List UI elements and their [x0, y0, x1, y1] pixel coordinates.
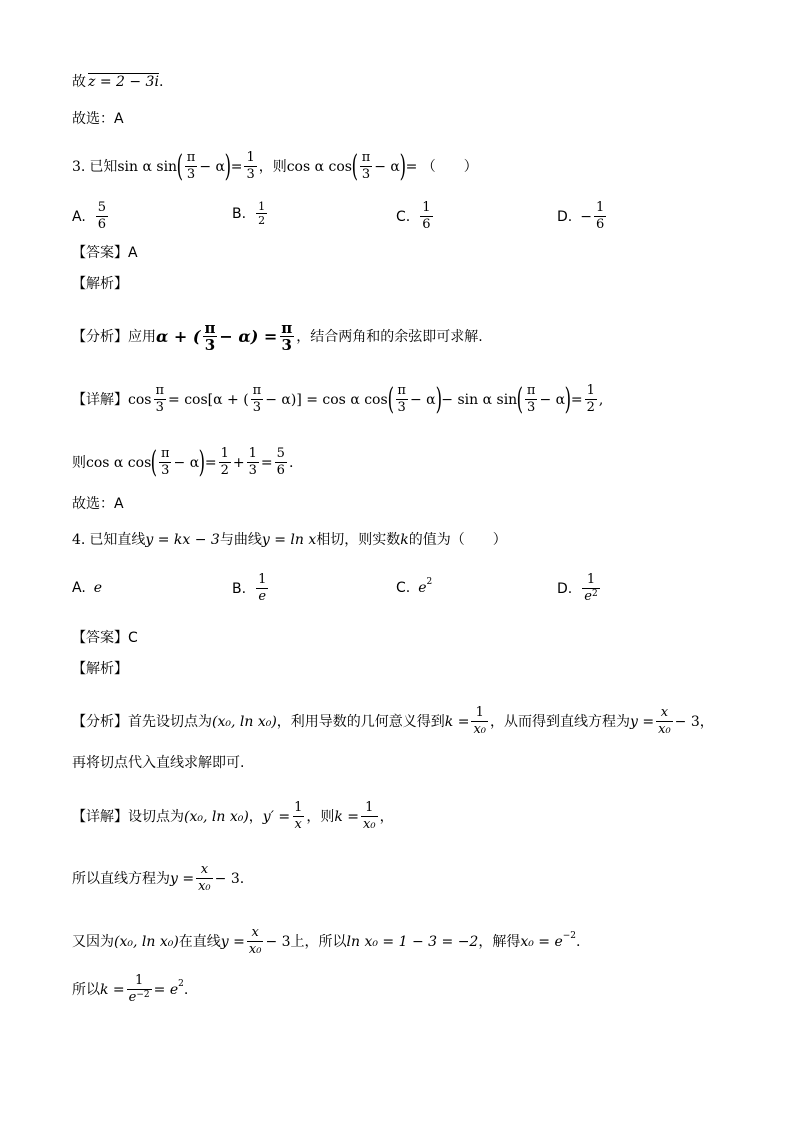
fraction: $\frac{x}{\text{x₀}}$	[198, 862, 211, 894]
q3-option-d[interactable]	[557, 200, 608, 233]
math: − α)] = cos α cos	[265, 391, 388, 408]
fraction: $\frac{1}{2}$	[586, 383, 595, 415]
text: ，则	[306, 808, 335, 825]
answer-tag: 【答案】	[72, 245, 128, 261]
q4-answer	[72, 628, 138, 648]
math: − 3	[265, 933, 291, 950]
xiangjie-tag: 【详解】	[72, 808, 128, 825]
math: k =	[334, 808, 360, 825]
math: − α	[173, 454, 200, 471]
q3-option-c[interactable]	[396, 200, 435, 233]
math: ln x₀ = 1 − 3 = −2	[346, 933, 479, 950]
minus-sign: −	[580, 208, 592, 225]
math: α + (	[156, 326, 201, 346]
period: .	[158, 74, 164, 90]
math: x₀ = e	[520, 933, 563, 950]
text: 的值为（ ）	[408, 532, 507, 548]
q4-option-a[interactable]	[72, 580, 102, 596]
math: y = kx − 3	[145, 532, 220, 548]
question-4-stem	[72, 530, 507, 550]
q4-analysis-tag: 【解析】	[72, 661, 128, 677]
text: ，解得	[478, 933, 521, 950]
option-label: C.	[396, 580, 411, 596]
question-number: 4.	[72, 532, 86, 548]
q4-option-b[interactable]	[232, 572, 270, 605]
q3-option-b[interactable]	[232, 200, 269, 227]
math: − α) =	[219, 326, 278, 346]
text: = （ ）	[405, 158, 478, 175]
fraction: $\frac{1}{e^2}$	[584, 572, 598, 604]
text: 与曲线	[219, 532, 262, 548]
math: .	[183, 982, 189, 998]
math: (x₀, ln x₀)	[114, 933, 179, 950]
q3-analysis-tag: 【解析】	[72, 276, 128, 292]
fraction: $\frac{\pi}{3}$	[204, 319, 216, 354]
q3-xiangjie: 【详解】 cos $\frac{\pi}{3}$ = cos[α + ( $\frac{\pi}{3}$ − α)] = cos α cos ( $\frac{\pi}{3}$ − α ) − sin α sin ( $\frac{\pi}{3}$ − α ) = $\frac{1}{2}$ ,	[72, 381, 604, 417]
option-label: B.	[232, 580, 247, 597]
q3-select-line: 故选：A	[72, 496, 124, 512]
option-label: A.	[72, 208, 86, 225]
math: k =	[100, 982, 125, 998]
math: = cos[α + (	[168, 391, 249, 408]
answer-value: C	[128, 630, 138, 646]
math: y =	[220, 933, 245, 950]
fraction: $\frac{1}{3}$	[248, 446, 257, 478]
fraction: $\frac{1}{6}$	[595, 200, 605, 232]
text: 已知直线	[89, 532, 146, 548]
exponent: 2	[178, 979, 184, 989]
math: .	[576, 933, 581, 950]
q3-option-a[interactable]	[72, 200, 110, 233]
math: − α	[374, 158, 400, 175]
math: e	[418, 580, 427, 596]
math: cos	[128, 391, 152, 408]
math: y′ =	[262, 808, 291, 825]
q3-fenxi	[72, 320, 483, 353]
fraction: $\frac{\pi}{3}$	[397, 383, 406, 415]
text: 应用	[128, 328, 156, 345]
text: ，结合两角和的余弦即可求解.	[296, 328, 483, 345]
math: =	[260, 454, 273, 471]
xiangjie-tag: 【详解】	[72, 391, 128, 408]
text: 已知	[89, 158, 118, 175]
fraction: $\frac{\pi}{3}$	[252, 383, 262, 415]
exponent: 2	[426, 577, 433, 587]
fraction: $\frac{x}{\text{x₀}}$	[248, 925, 262, 957]
answer-value: A	[128, 245, 138, 261]
text: 在直线	[178, 933, 221, 950]
q4-fenxi-line2: 再将切点代入直线求解即可.	[72, 755, 245, 771]
math: +	[232, 454, 245, 471]
question-3-stem: 3. 已知 sin α sin ( $\frac{\pi}{3}$ − α ) = $\frac{1}{3}$ ，则 cos α cos ( $\frac{\pi}{3}$ − α ) = （ ）	[72, 148, 478, 184]
fenxi-tag: 【分析】	[72, 328, 128, 345]
math: (x₀, ln x₀)	[184, 808, 249, 825]
fraction: $\frac{5}{6}$	[97, 200, 107, 232]
fraction: $\frac{\pi}{3}$	[155, 383, 165, 415]
math: y = ln x	[261, 532, 317, 548]
math: =	[230, 158, 243, 175]
fraction: $\frac{1}{6}$	[422, 200, 431, 232]
q4-fenxi	[72, 705, 714, 738]
fraction: $\frac{1}{x}$	[294, 800, 303, 832]
math: cos α cos	[86, 454, 152, 471]
answer-tag: 【答案】	[72, 630, 128, 646]
text: 故	[72, 74, 86, 90]
fraction: $\frac{\pi}{3}$	[186, 150, 196, 182]
fraction: $\frac{5}{6}$	[276, 446, 285, 478]
fraction: $\frac{\pi}{3}$	[526, 383, 536, 415]
math: y =	[630, 713, 655, 730]
math: = e	[153, 982, 179, 998]
math: k =	[444, 713, 470, 730]
fraction: $\frac{1}{2}$	[220, 446, 229, 478]
q3-answer	[72, 243, 138, 263]
text: 所以直线方程为	[72, 870, 170, 887]
text: 设切点为	[128, 808, 184, 825]
fraction: $\frac{1}{e^{-2}}$	[128, 973, 150, 1005]
text: 相切，则实数	[316, 532, 401, 548]
text: ，	[379, 808, 394, 825]
q4-line-equation	[72, 862, 244, 895]
math: − α	[409, 391, 436, 408]
math: y =	[170, 870, 195, 887]
text: ，	[248, 808, 263, 825]
q4-option-c[interactable]	[396, 577, 433, 596]
fraction: $\frac{1}{\text{x₀}}$	[473, 705, 487, 737]
option-label: B.	[232, 205, 247, 222]
text: ，则	[258, 158, 287, 175]
math: k	[400, 532, 409, 548]
fraction: $\frac{\pi}{3}$	[160, 446, 170, 478]
math: =	[570, 391, 583, 408]
math: ,	[598, 391, 604, 408]
text: ，从而得到直线方程为	[490, 713, 631, 730]
option-label: D.	[557, 581, 573, 597]
math: − 3	[674, 713, 700, 730]
math: cos α cos	[286, 158, 352, 175]
math: − α	[199, 158, 225, 175]
fraction: $\frac{1}{3}$	[246, 150, 255, 182]
q4-final	[72, 973, 188, 1007]
math: − sin α sin	[441, 391, 518, 408]
math: .	[288, 454, 294, 471]
text: 首先设切点为	[128, 713, 212, 730]
text: 又因为	[72, 933, 114, 950]
fraction: $\frac{x}{\text{x₀}}$	[658, 705, 671, 737]
conjugate-result-line	[72, 72, 163, 92]
fenxi-tag: 【分析】	[72, 713, 128, 730]
option-label: C.	[396, 208, 411, 225]
fraction: $\frac{1}{e}$	[258, 572, 267, 604]
q4-option-d[interactable]	[557, 572, 602, 606]
math: .	[239, 870, 245, 887]
fraction: $\frac{\pi}{3}$	[281, 319, 293, 354]
q3-conclusion: 则 cos α cos ( $\frac{\pi}{3}$ − α ) = $\frac{1}{2}$ + $\frac{1}{3}$ = $\frac{5}{6}$ .	[72, 444, 294, 480]
q4-substitute	[72, 925, 581, 958]
question-number: 3.	[72, 158, 86, 175]
fraction: $\frac{1}{2}$	[258, 200, 266, 227]
fraction: $\frac{\pi}{3}$	[361, 150, 371, 182]
math: (x₀, ln x₀)	[212, 713, 277, 730]
fraction: $\frac{1}{\text{x₀}}$	[363, 800, 376, 832]
math: e	[93, 580, 103, 596]
answer-select-line: 故选：A	[72, 111, 124, 127]
text: ，	[699, 713, 714, 730]
math: =	[204, 454, 217, 471]
math: − 3	[214, 870, 240, 887]
math: − α	[539, 391, 566, 408]
conjugate-expression: z = 2 − 3i	[88, 74, 159, 90]
option-label: D.	[557, 208, 573, 225]
exponent: −2	[562, 930, 577, 941]
math: sin α sin	[117, 158, 178, 175]
text: 所以	[72, 982, 100, 998]
text: 则	[72, 454, 86, 471]
text: ，利用导数的几何意义得到	[276, 713, 445, 730]
option-label: A.	[72, 580, 86, 596]
text: 上，所以	[290, 933, 347, 950]
q4-xiangjie	[72, 800, 394, 833]
